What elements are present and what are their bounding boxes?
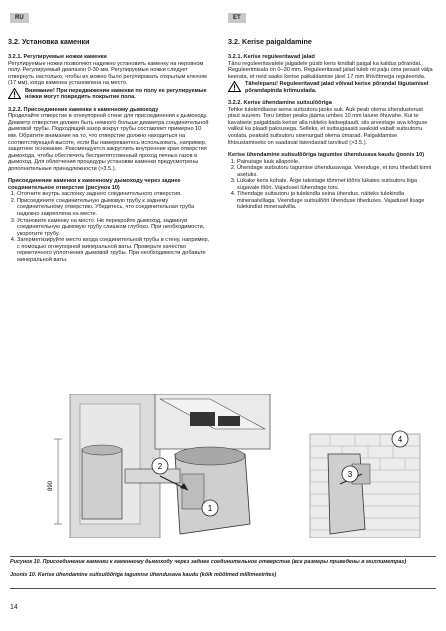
section-title: 3.2. Установка каменки (8, 37, 90, 46)
list-item: 3. Установите каменку на место. Не перекройте дымоход, задвинув соединительную дымовую трубу слишком глубоко. При необходимости, укоротите трубу. (17, 218, 211, 238)
list-item: 4. Tihendage suitsutoru ja tulekindla seina ühendus, näiteks tulekindla mineraalvillaga. Veenduge suitsulõõri ühenduse tiheduses. Vajadusel lisage tulekindlat mineraalvilla. (237, 191, 436, 211)
callout-4: 4 (397, 435, 403, 444)
column-ru (8, 38, 211, 263)
callout-3: 3 (347, 470, 353, 479)
paragraph: Регулируемые ножки позволяют надежно установить каменку на неровном полу. Регулируемый диапазон 0-30 мм. Регулируемые ножки следует отвернуть настолько, чтобы их можно было регулировать открытым ключом (17 мм), когда каменка установлена на место. (8, 60, 207, 87)
warning-block (8, 88, 211, 101)
callout-2: 2 (157, 462, 163, 471)
brick-wall (310, 434, 420, 538)
subsection-title: 3.2.1. Kerise reguleeritavad jalad (228, 54, 315, 60)
warning-text: Tähelepanu! Reguleeritavad jalad võivad kerise põrandal liigutamisel põrandapinda kriimustada. (245, 81, 429, 94)
subsection-title: 3.2.1. Регулируемые ножки каменки (8, 54, 107, 60)
lang-tag-et: ET (228, 13, 246, 23)
subsection-title: Присоединение каменки к каменному дымоходу через заднее соединительное отверстие (рисунок 10) (8, 178, 181, 191)
subsection-title: 3.2.2. Kerise ühendamine suitsulõõriga (228, 100, 332, 107)
list-item: 1. Painutage luuk allapoole. (237, 159, 436, 166)
warning-icon (228, 81, 241, 92)
warning-text: Внимание! При передвижении каменки по полу ее регулируемые ножки могут повредить покрытие пола. (25, 87, 207, 101)
steps-list (228, 159, 436, 211)
divider (10, 588, 436, 589)
warning-block (228, 81, 436, 94)
callout-1: 1 (207, 504, 213, 513)
subsection-title: 3.2.2. Присоединение каменки к каменному дымоходу (8, 106, 159, 113)
steps-list (8, 191, 211, 263)
installation-figure (10, 394, 436, 538)
list-item: 2. Присоедините соединительную дымовую трубу к заднему соединительному отверстию. Убедитесь, что соединительная труба надежно закреплена на месте. (17, 198, 211, 218)
column-et (228, 38, 436, 211)
lang-tag-ru: RU (10, 13, 29, 23)
subsection-title: Kerise ühendamine suitsulõõriga tagumise ühendusava kaudu (joonis 10) (228, 152, 425, 159)
heater-illustration (10, 394, 436, 538)
section-title: 3.2. Kerise paigaldamine (228, 37, 312, 46)
page-number: 14 (10, 604, 18, 611)
paragraph: Проделайте отверстие в огнеупорной стене для присоединения к дымоходу. Диаметр отверстия должен быть немного больше диаметра соединительной дымовой трубы. Подходящий зазор вокруг трубы составляет примерно 10 мм. Обратите внимание на то, что отверстие должно находиться на соответствующей высоте, если Вы намереваетесь использовать, например, защитное основание. Рекомендуется закруглить внутренние края отверстия дымохода, чтобы обеспечить беспрепятственный проход печных газов в дымоход. Для облегчения процедуры установки каменки предусмотрены дополнительные принадлежности (>3.5.). (8, 113, 209, 172)
paragraph: Tehke tulekindlasse seina suitsutoru jaoks auk. Auk peab olema ühendustorust pisut suurem. Toru ümber peaks jääma umbes 10 mm laiune õhuvahe. Kui te kavatsete paigaldada kerise alla näiteks kaitseplaadi, siis arvestage ava kõrguse valikul ka plaadi paksusega. Selleks, et suitsugaasid saaksid vabalt suitsutorru voolata, peaksid suitsutoru sisenurgad olema ümarad. Paigaldamise lihtsustamiseks on saadaval täiendavad tarvikud (>3.5.). (228, 106, 428, 146)
warning-icon (8, 88, 21, 99)
paragraph: Tänu reguleeritavatele jalgadele püsib keris kindlalt paigal ka kaldus põrandal. Reguleerimisala on 0–30 mm. Reguleeritavad jalad tuleb nii palju oma pesast välja keerata, et neid saaks kerise paikaldamise järel 17 mm lihtvõtmega reguleerida. (228, 60, 433, 80)
list-item: 1. Отогните внутрь заслонку заднего соединительного отверстия. (17, 191, 211, 198)
figure-caption-ru: Рисунок 10. Присоединение каменки к каменному дымоходу через заднее соединительное отверстие (все размеры приведены в миллиметрах) (10, 559, 407, 565)
list-item: 2. Ühendage suitsutoru tagumise ühendusavaga. Veenduge, et toru tihedalt kinni asetuks. (237, 165, 436, 178)
list-item: 4. Загерметизируйте место входа соединительной трубы в стену, например, с помощью огнеупорной минеральной ваты. Проверьте качество герметичного уплотнения дымовой трубы. При необходимости добавьте минеральной ваты. (17, 237, 211, 263)
figure-caption-et: Joonis 10. Kerise ühendamine suitsulõõriga tagumise ühendusava kaudu (kõik mõõtmed millimeetrites) (10, 572, 277, 578)
dimension-label: 890 (48, 480, 54, 492)
list-item: 3. Lükake keris kohale. Ärge takistage tõmmet lõõris lükates suitsutoru liiga sügavale lõõri. Vajadusel lühendage toru. (237, 178, 436, 191)
divider (10, 556, 436, 557)
